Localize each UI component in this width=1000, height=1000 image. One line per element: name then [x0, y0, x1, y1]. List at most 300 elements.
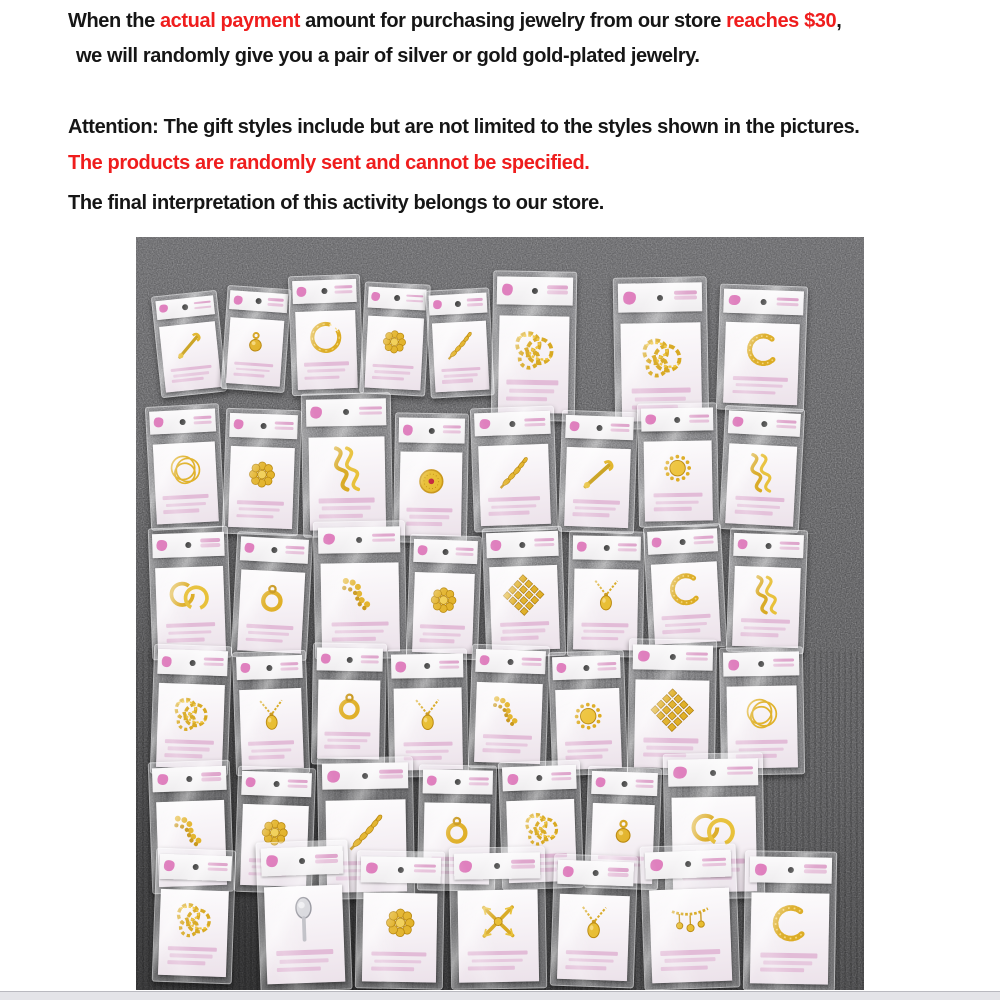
bag-header-card: [617, 283, 702, 313]
card-print-line: [569, 958, 614, 963]
bag-header-card: [591, 771, 658, 796]
brand-logo-mark: [233, 419, 244, 430]
jewelry-bag-flower: [359, 281, 431, 396]
brand-logo-mark: [161, 655, 173, 667]
card-print-line: [409, 515, 449, 519]
hang-hole: [604, 545, 610, 551]
bag-header-card: [497, 277, 573, 306]
header-print-text: [372, 533, 395, 537]
card-print-line: [237, 500, 284, 506]
hang-hole: [356, 537, 362, 543]
header-print-text: [467, 298, 483, 301]
card-print-line: [653, 493, 703, 498]
jewelry-bag-hooppair: [148, 526, 233, 661]
card-print-line: [739, 747, 784, 751]
bag-header-card: [367, 286, 427, 310]
hang-hole: [494, 863, 500, 869]
brand-logo-mark: [320, 653, 331, 664]
jewelry-bag-chainpile: [150, 644, 232, 777]
brand-logo-mark: [426, 775, 438, 787]
hang-hole: [593, 870, 599, 876]
card-print-line: [305, 375, 340, 380]
hang-hole: [670, 654, 676, 660]
gold-jewelry-icon: [328, 567, 392, 620]
hang-hole: [509, 421, 515, 427]
brand-logo-mark: [651, 537, 663, 549]
header-print-text: [439, 661, 459, 664]
brand-logo-mark: [622, 290, 636, 304]
bag-header-card: [724, 289, 804, 315]
brand-logo-mark: [322, 533, 336, 546]
gold-jewelry-icon: [235, 450, 289, 499]
jewelry-bag-lattice: [482, 526, 566, 659]
bag-insert-card: [239, 688, 304, 770]
bag-insert-card: [226, 317, 284, 387]
card-print-line: [322, 506, 371, 511]
card-print-line: [331, 636, 376, 641]
card-print-line: [248, 631, 289, 636]
brand-logo-mark: [595, 777, 606, 788]
bag-header-card: [668, 758, 759, 787]
bag-header-card: [159, 853, 232, 881]
hang-hole: [507, 659, 513, 665]
bag-header-card: [502, 765, 576, 791]
bag-insert-card: [555, 687, 621, 769]
card-print-line: [233, 373, 264, 378]
header-print-text: [673, 291, 697, 295]
header-print-text: [511, 860, 535, 864]
gold-jewelry-icon: [369, 897, 431, 950]
card-print-line: [371, 966, 414, 971]
bag-header-card: [474, 411, 550, 437]
brand-logo-mark: [310, 406, 324, 420]
brand-logo-mark: [245, 777, 257, 788]
card-print-line: [737, 503, 780, 508]
card-print-line: [374, 959, 421, 963]
card-print-line: [334, 629, 384, 633]
header-print-text: [194, 300, 211, 304]
hang-hole: [685, 861, 691, 867]
bag-insert-card: [160, 321, 222, 392]
brand-logo-mark: [576, 541, 587, 553]
bag-header-card: [152, 765, 226, 792]
header-print-text: [689, 414, 709, 417]
promo-text: amount for purchasing jewelry from our store: [299, 10, 727, 32]
bag-header-card: [398, 418, 465, 443]
bag-header-card: [229, 413, 298, 439]
header-print-text: [315, 854, 338, 858]
card-print-line: [506, 396, 547, 401]
header-print-text: [201, 772, 222, 776]
brand-logo-mark: [490, 539, 502, 551]
brand-logo-mark: [506, 773, 519, 785]
header-print-text: [551, 772, 572, 776]
card-print-line: [507, 380, 559, 386]
card-print-line: [734, 510, 773, 516]
card-print-line: [646, 746, 693, 750]
header-print-text: [207, 862, 227, 866]
bag-insert-card: [457, 889, 539, 982]
card-print-line: [166, 622, 216, 628]
jewelry-bag-snakes: [719, 405, 805, 533]
card-print-line: [471, 958, 523, 963]
bag-header-card: [454, 852, 541, 880]
card-print-line: [509, 389, 554, 394]
card-print-line: [581, 622, 628, 627]
card-print-line: [441, 367, 481, 373]
card-print-line: [325, 745, 361, 749]
card-print-line: [575, 506, 616, 511]
jewelry-bag-ringlet: [231, 531, 313, 661]
card-print-line: [743, 626, 785, 631]
gold-jewelry-icon: [163, 688, 218, 738]
hang-hole: [536, 775, 542, 781]
card-print-line: [407, 522, 443, 526]
card-print-line: [165, 739, 214, 745]
jewelry-bag-pendant: [550, 854, 639, 989]
hang-hole: [182, 304, 189, 311]
card-print-line: [662, 614, 711, 621]
bag-insert-card: [365, 316, 424, 391]
card-print-line: [236, 514, 273, 519]
header-print-text: [702, 857, 726, 861]
gold-jewelry-icon: [739, 570, 794, 618]
card-print-line: [163, 494, 209, 500]
gold-jewelry-icon: [405, 456, 457, 506]
gold-jewelry-icon: [628, 327, 694, 385]
card-print-line: [488, 496, 540, 502]
brand-logo-mark: [478, 418, 491, 430]
bag-header-card: [733, 533, 804, 559]
brand-logo-mark: [417, 545, 428, 556]
promo-line-4: The products are randomly sent and cannot be specified.: [68, 152, 590, 174]
gold-jewelry-icon: [657, 565, 713, 614]
card-print-line: [276, 949, 333, 956]
card-print-line: [170, 954, 213, 959]
jewelry-bag-snakes: [301, 392, 393, 538]
hang-hole: [343, 409, 349, 415]
jewelry-bag-spray: [470, 406, 558, 533]
card-print-line: [566, 965, 607, 970]
bag-header-card: [152, 531, 225, 558]
header-print-text: [522, 657, 542, 661]
bag-insert-card: [158, 888, 228, 977]
jewelry-bag-pendant: [232, 650, 310, 777]
hang-hole: [394, 295, 400, 301]
bag-header-card: [644, 849, 731, 879]
bag-header-card: [475, 649, 546, 675]
gold-jewelry-icon: [758, 897, 822, 951]
bag-header-card: [240, 537, 309, 564]
hang-hole: [193, 864, 199, 870]
card-print-line: [741, 618, 790, 624]
gold-jewelry-icon: [484, 448, 543, 496]
hang-hole: [621, 781, 627, 787]
brand-logo-mark: [295, 286, 306, 297]
card-print-line: [165, 753, 203, 758]
jewelry-bag-snakes: [726, 528, 808, 655]
card-print-line: [503, 629, 546, 634]
bag-insert-card: [490, 565, 560, 651]
gold-jewelry-icon: [731, 326, 793, 375]
gold-jewelry-icon: [165, 325, 214, 367]
card-print-line: [584, 630, 625, 634]
card-print-line: [565, 741, 612, 747]
bag-header-card: [565, 415, 634, 440]
brand-logo-mark: [728, 295, 741, 307]
jewelry-bag-charms: [640, 843, 741, 990]
jewelry-bag-chainpile: [491, 270, 578, 421]
jewelry-bag-pin: [151, 290, 227, 398]
gold-jewelry-icon: [481, 686, 536, 734]
card-print-line: [331, 621, 388, 626]
hang-hole: [362, 773, 368, 779]
hang-hole: [710, 770, 716, 776]
bag-header-card: [157, 649, 228, 676]
gold-jewelry-icon: [496, 570, 553, 621]
bag-header-card: [647, 529, 718, 556]
header-print-text: [280, 662, 299, 666]
card-print-line: [372, 376, 404, 381]
bag-insert-card: [432, 320, 489, 392]
card-print-line: [733, 376, 788, 382]
jewelry-bag-bangle: [288, 274, 364, 396]
gold-jewelry-icon: [437, 324, 483, 366]
brand-logo-mark: [727, 658, 740, 670]
hang-hole: [429, 428, 435, 434]
jewelry-bag-flower: [222, 408, 302, 537]
gold-jewelry-icon: [564, 898, 624, 949]
promo-line-2: we will randomly give you a pair of silver or gold gold-plated jewelry.: [76, 45, 700, 67]
bag-header-card: [391, 654, 463, 679]
hang-hole: [271, 547, 277, 553]
card-print-line: [249, 754, 285, 759]
card-print-line: [662, 628, 700, 634]
card-print-line: [741, 632, 779, 637]
promo-highlight-text: reaches $30: [726, 10, 837, 32]
header-print-text: [776, 419, 796, 423]
hang-hole: [273, 781, 279, 787]
gold-jewelry-icon: [505, 321, 564, 378]
card-print-line: [166, 502, 206, 507]
hang-hole: [583, 665, 589, 671]
bag-header-card: [423, 770, 493, 795]
card-print-line: [760, 953, 817, 959]
header-print-text: [359, 406, 382, 410]
hang-hole: [260, 423, 266, 429]
header-print-text: [288, 779, 308, 783]
jewelry-bag-spoon: [255, 839, 352, 990]
brand-logo-mark: [371, 292, 381, 302]
bag-insert-card: [750, 893, 829, 985]
brand-logo-mark: [754, 862, 768, 875]
header-print-text: [534, 538, 554, 542]
bag-header-card: [149, 409, 216, 436]
card-print-line: [239, 507, 280, 512]
card-print-line: [442, 379, 473, 384]
bag-header-card: [322, 762, 409, 790]
card-print-line: [500, 621, 550, 627]
card-print-line: [483, 734, 532, 740]
bag-insert-card: [412, 572, 475, 654]
card-print-line: [468, 966, 515, 971]
gold-jewelry-icon: [641, 684, 703, 736]
brand-logo-mark: [233, 295, 242, 304]
card-print-line: [245, 637, 282, 643]
brand-logo-mark: [164, 860, 176, 872]
jewelry-bag-chainpile: [152, 848, 237, 985]
gold-jewelry-icon: [233, 320, 279, 362]
card-print-line: [172, 377, 204, 383]
brand-logo-mark: [458, 859, 473, 873]
bag-insert-card: [732, 565, 800, 647]
card-print-line: [735, 496, 785, 503]
brand-logo-mark: [365, 862, 378, 875]
bag-insert-card: [726, 443, 797, 526]
hang-hole: [179, 419, 185, 425]
bag-header-card: [317, 526, 400, 553]
bag-header-card: [292, 279, 357, 304]
card-print-line: [406, 749, 449, 753]
gold-jewelry-icon: [733, 447, 790, 496]
jewelry-bag-sunmedal: [637, 402, 719, 527]
brand-logo-mark: [673, 766, 688, 780]
header-print-text: [618, 543, 637, 546]
header-print-text: [611, 423, 630, 427]
gold-jewelry-icon: [418, 576, 469, 624]
header-print-text: [608, 868, 629, 872]
bag-header-card: [641, 408, 713, 432]
bag-insert-card: [264, 885, 345, 985]
card-print-line: [304, 362, 349, 367]
card-print-line: [760, 968, 805, 973]
card-print-line: [164, 508, 200, 513]
hang-hole: [532, 288, 538, 294]
bag-header-card: [558, 859, 634, 886]
card-print-line: [167, 960, 206, 965]
header-print-text: [193, 415, 212, 419]
card-print-line: [167, 946, 217, 952]
hang-hole: [765, 543, 771, 549]
bag-insert-card: [474, 681, 542, 763]
card-print-line: [319, 498, 375, 504]
gold-jewelry-icon: [656, 892, 724, 948]
bag-insert-card: [317, 679, 380, 759]
bag-insert-card: [644, 440, 712, 521]
jewelry-bag-spray: [425, 287, 495, 398]
product-photo: [136, 237, 864, 990]
card-print-line: [660, 949, 720, 956]
hang-hole: [758, 661, 764, 667]
header-print-text: [773, 659, 794, 662]
brand-logo-mark: [395, 660, 407, 672]
bag-header-card: [413, 539, 478, 564]
gold-jewelry-icon: [400, 691, 456, 740]
hang-hole: [674, 417, 680, 423]
jewelry-bag-ringlet: [311, 642, 387, 765]
brand-logo-mark: [737, 539, 748, 550]
bag-insert-card: [573, 569, 638, 651]
header-print-text: [456, 547, 474, 551]
hang-hole: [321, 288, 327, 294]
card-print-line: [246, 623, 293, 630]
promo-text: When the: [68, 10, 160, 32]
bag-header-card: [429, 292, 487, 315]
bag-header-card: [241, 771, 312, 797]
silver-jewelry-icon: [271, 890, 336, 948]
header-print-text: [686, 652, 708, 656]
card-print-line: [485, 742, 527, 747]
bag-insert-card: [557, 894, 630, 982]
card-print-line: [665, 621, 707, 626]
jewelry-bag-wirehoops: [145, 403, 225, 531]
card-print-line: [573, 499, 620, 505]
header-print-text: [285, 546, 304, 550]
hang-hole: [185, 542, 191, 548]
card-print-line: [307, 369, 346, 373]
gold-jewelry-icon: [323, 683, 375, 729]
jewelry-bag-twisthoop: [716, 284, 808, 413]
bag-header-card: [361, 856, 441, 883]
gold-jewelry-icon: [301, 314, 352, 361]
card-print-line: [632, 387, 691, 393]
card-print-line: [468, 950, 528, 956]
bag-insert-card: [498, 316, 570, 414]
hang-hole: [424, 663, 430, 669]
card-print-line: [236, 367, 270, 372]
bag-header-card: [155, 295, 216, 320]
hang-hole: [266, 665, 272, 671]
hang-hole: [679, 539, 685, 545]
header-print-text: [597, 662, 616, 666]
gold-jewelry-icon: [733, 689, 792, 738]
bag-insert-card: [309, 436, 386, 530]
card-print-line: [407, 507, 453, 512]
bag-header-card: [723, 652, 799, 677]
header-print-text: [804, 864, 827, 868]
jewelry-bag-pin: [558, 410, 638, 535]
header-print-text: [414, 864, 436, 868]
card-print-line: [279, 958, 329, 964]
brand-logo-mark: [432, 299, 442, 309]
brand-logo-mark: [479, 655, 490, 666]
jewelry-bag-twisthoop: [743, 850, 837, 990]
brand-logo-mark: [156, 773, 169, 786]
brand-logo-mark: [645, 414, 657, 426]
card-print-line: [422, 632, 461, 637]
card-print-line: [763, 961, 813, 965]
jewelry-bag-beads: [313, 520, 407, 660]
header-print-text: [379, 770, 403, 774]
bag-insert-card: [478, 443, 551, 525]
header-print-text: [360, 655, 379, 658]
gold-jewelry-icon: [371, 319, 418, 363]
card-print-line: [167, 746, 209, 751]
header-print-text: [694, 535, 714, 539]
card-print-line: [374, 370, 409, 375]
gold-jewelry-icon: [579, 573, 632, 621]
card-print-line: [491, 504, 536, 509]
card-print-line: [661, 965, 708, 971]
gold-jewelry-icon: [245, 574, 300, 624]
header-print-text: [524, 418, 545, 422]
hang-hole: [788, 867, 794, 873]
header-print-text: [200, 538, 220, 542]
bottom-panel-edge: [0, 991, 1000, 1000]
header-print-text: [204, 658, 224, 662]
card-print-line: [169, 630, 212, 635]
brand-logo-mark: [239, 662, 251, 674]
